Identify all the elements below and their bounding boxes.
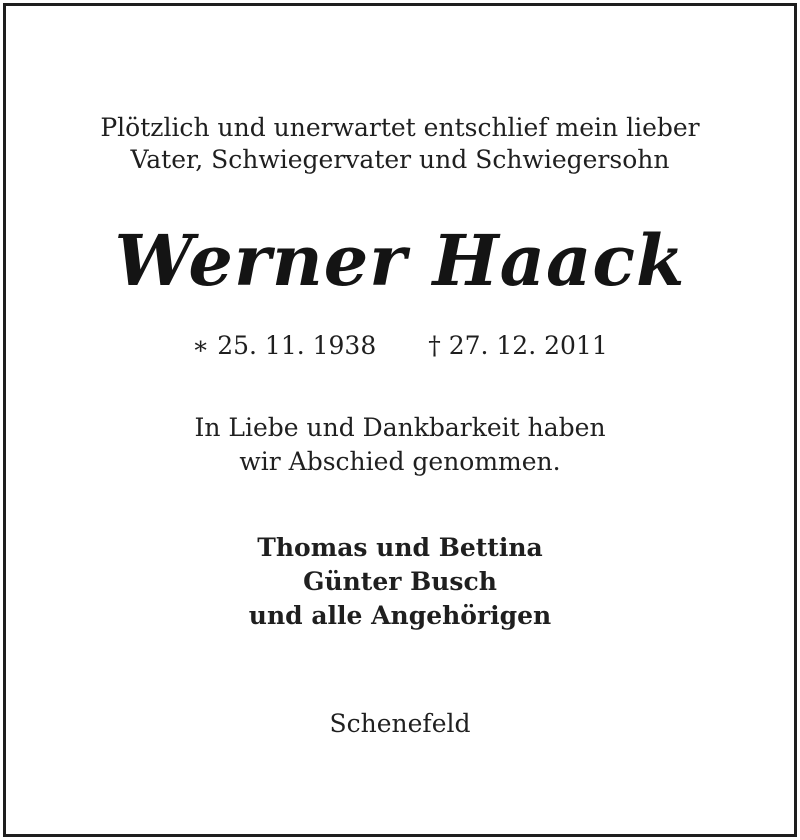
place-name: Schenefeld	[329, 709, 471, 738]
life-dates	[6, 329, 794, 363]
intro-line-1: Plötzlich und unerwartet entschlief mein lieber	[100, 113, 700, 142]
mourner-line-2: Günter Busch	[303, 567, 497, 596]
notice-frame	[3, 3, 797, 837]
farewell-line-1: In Liebe und Dankbarkeit haben	[194, 413, 606, 442]
deceased-name: Werner Haack	[114, 219, 686, 302]
farewell-line-2: wir Abschied genommen.	[239, 447, 561, 476]
farewell-text	[6, 411, 794, 479]
birth-date: ∗ 25. 11. 1938	[192, 331, 377, 360]
mourner-line-1: Thomas und Bettina	[257, 533, 543, 562]
death-date: † 27. 12. 2011	[428, 331, 608, 360]
mourner-line-3: und alle Angehörigen	[248, 601, 552, 630]
intro-text	[6, 112, 794, 176]
intro-line-2: Vater, Schwiegervater und Schwiegersohn	[130, 145, 670, 174]
mourners-list	[6, 531, 794, 633]
